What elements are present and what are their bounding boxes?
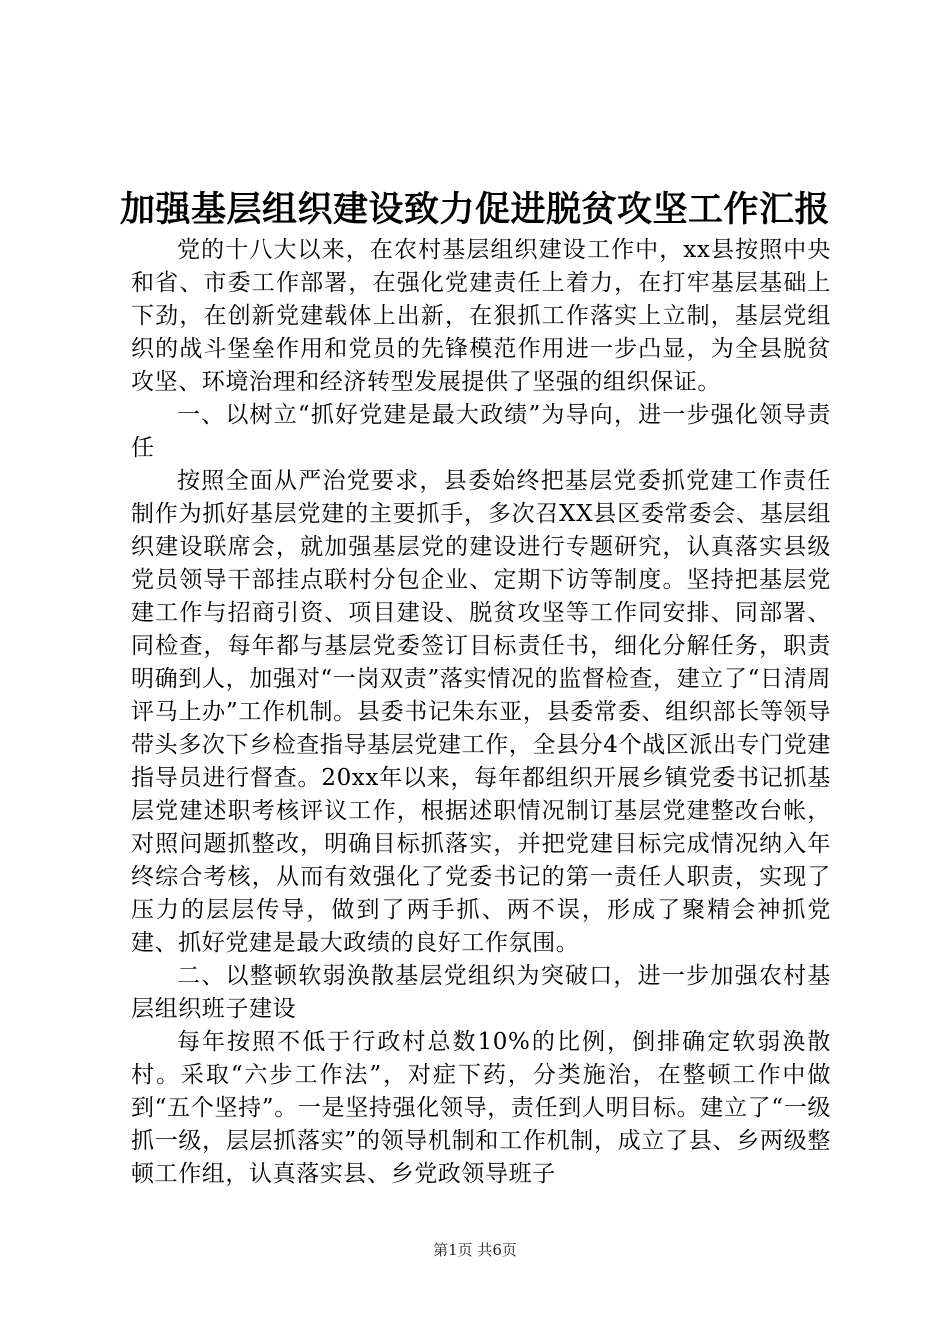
section-2-paragraph: 每年按照不低于行政村总数10%的比例，倒排确定软弱涣散村。采取“六步工作法”，对症下药，分类施治，在整顿工作中做到“五个坚持”。一是坚持强化领导，责任到人明目标。建立了“一级抓一级，层层抓落实”的领导机制和工作机制，成立了县、乡两级整顿工作组，认真落实县、乡党政领导班子: [131, 1029, 831, 1187]
section-1-paragraph: 按照全面从严治党要求，县委始终把基层党委抓党建工作责任制作为抓好基层党建的主要抓手，多次召XX县区委常委会、基层组织建设联席会，就加强基层党的建设进行专题研究，认真落实县级党员领导干部挂点联村分包企业、定期下访等制度。坚持把基层党建工作与招商引资、项目建设、脱贫攻坚等工作同安排、同部署、同检查，每年都与基层党委签订目标责任书，细化分解任务，职责明确到人，加强对“一岗双责”落实情况的监督检查，建立了“日清周评马上办”工作机制。县委书记朱东亚，县委常委、组织部长等领导带头多次下乡检查指导基层党建工作，全县分4个战区派出专门党建指导员进行督查。20xx年以来，每年都组织开展乡镇党委书记抓基层党建述职考核评议工作，根据述职情况制订基层党建整改台帐，对照问题抓整改，明确目标抓落实，并把党建目标完成情况纳入年终综合考核，从而有效强化了党委书记的第一责任人职责，实现了压力的层层传导，做到了两手抓、两不误，形成了聚精会神抓党建、抓好党建是最大政绩的良好工作氛围。: [131, 468, 831, 956]
section-heading-1: 一、以树立“抓好党建是最大政绩”为导向，进一步强化领导责任: [131, 402, 831, 461]
page-number-footer: 第1页 共6页: [433, 1241, 517, 1259]
section-heading-2: 二、以整顿软弱涣散基层党组织为突破口，进一步加强农村基层组织班子建设: [131, 963, 831, 1022]
document-body: [131, 234, 831, 1191]
intro-paragraph: 党的十八大以来，在农村基层组织建设工作中，xx县按照中央和省、市委工作部署，在强化党建责任上着力，在打牢基层基础上下劲，在创新党建载体上出新，在狠抓工作落实上立制，基层党组织的战斗堡垒作用和党员的先锋模范作用进一步凸显，为全县脱贫攻坚、环境治理和经济转型发展提供了坚强的组织保证。: [131, 237, 831, 395]
document-title: 加强基层组织建设致力促进脱贫攻坚工作汇报: [120, 190, 831, 230]
